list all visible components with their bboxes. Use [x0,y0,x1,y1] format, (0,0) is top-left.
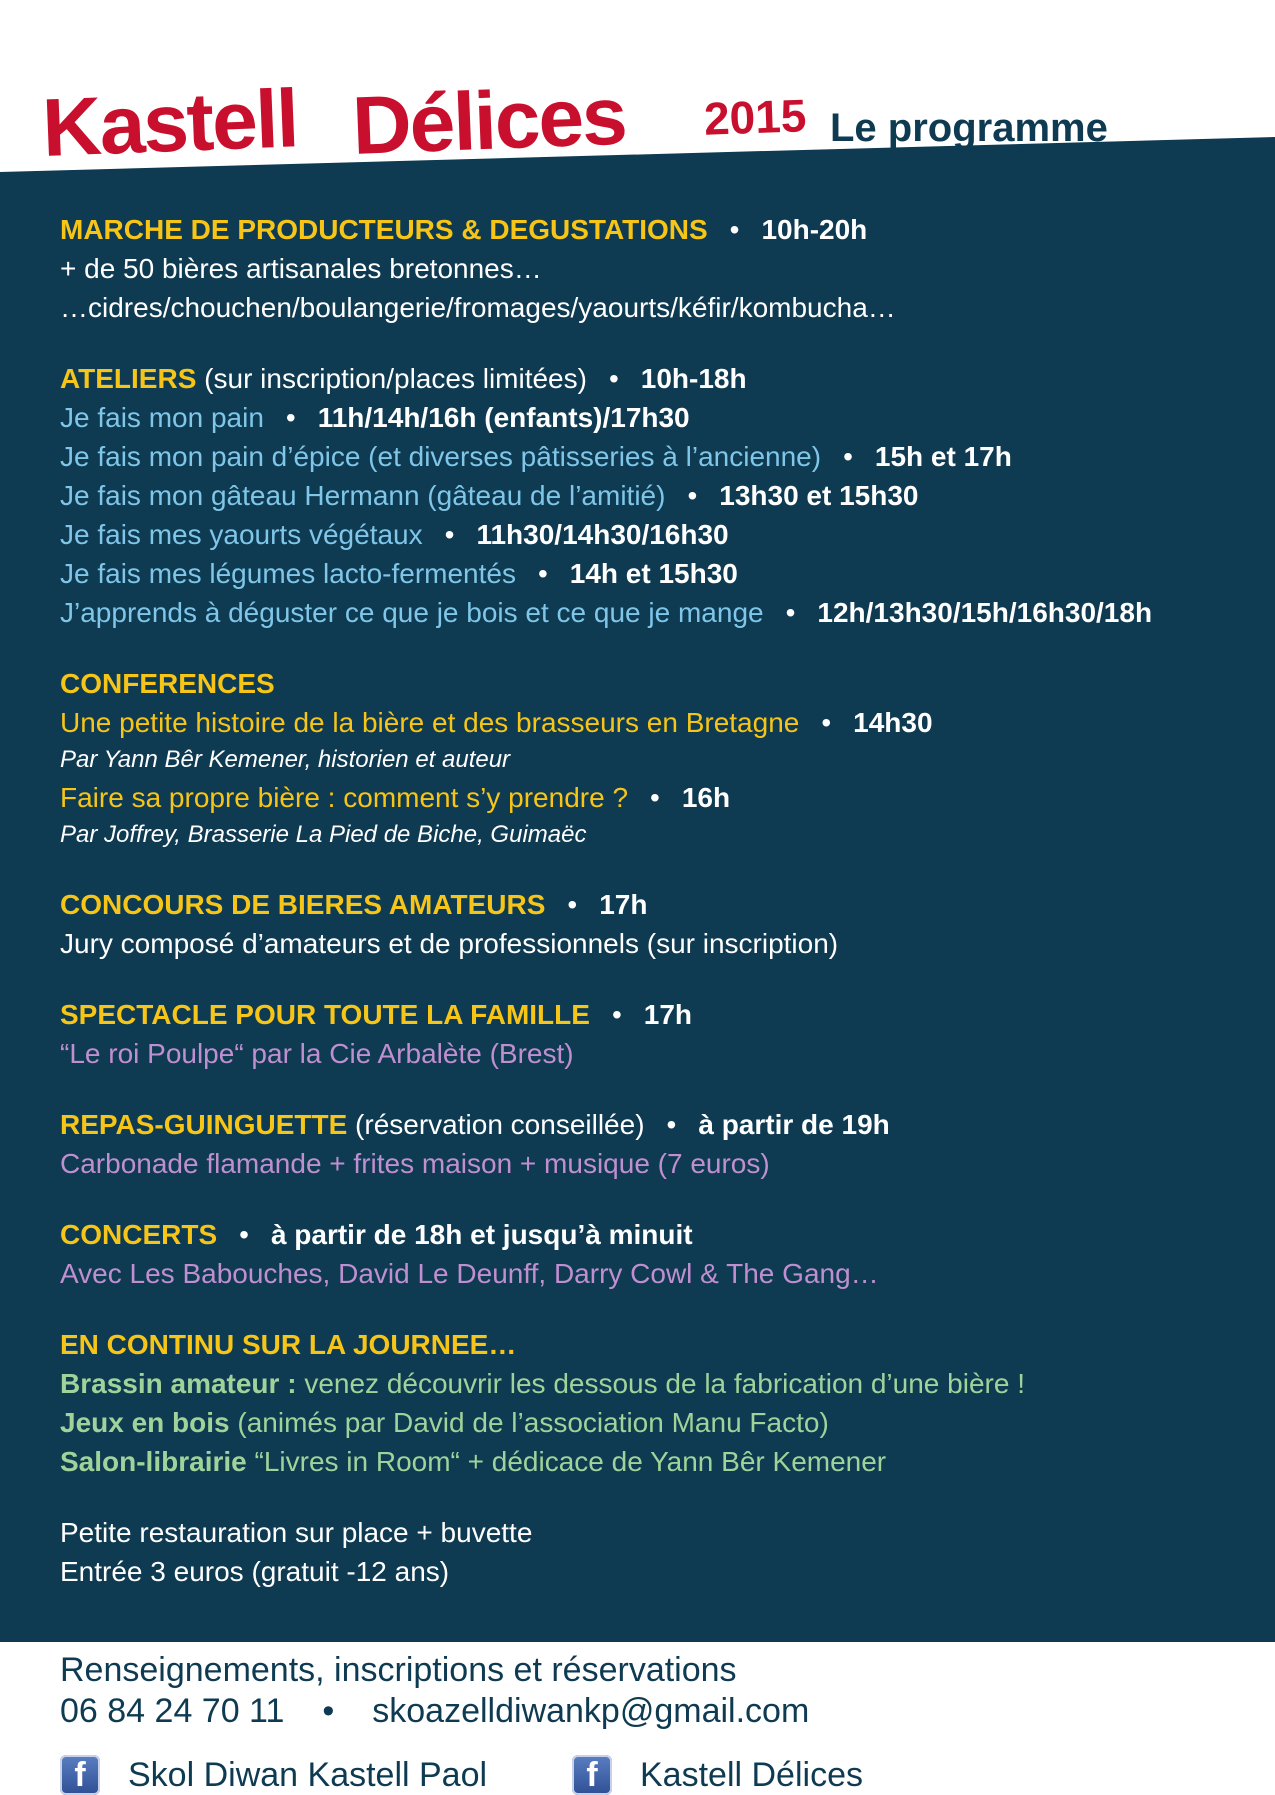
facebook-icon: f [60,1755,100,1795]
bullet: • [567,889,578,920]
info-line: Petite restauration sur place + buvette [60,1517,533,1548]
brand-word-delices: Délices [350,70,628,172]
section-line: “Le roi Poulpe“ par la Cie Arbalète (Brest) [60,1038,574,1069]
facebook-link-skol-diwan[interactable] [60,1755,487,1795]
section-ateliers [60,359,1240,632]
section-title: CONCERTS [60,1219,218,1250]
page-subtitle: Le programme [830,106,1108,150]
section-line: + de 50 bières artisanales bretonnes… [60,253,542,284]
contact-title: Renseignements, inscriptions et réservations [60,1651,737,1689]
facebook-link-kastell-delices[interactable] [572,1755,863,1795]
list-item: Jeux en bois (animés par David de l’association Manu Facto) [60,1407,829,1438]
section-title: CONCOURS DE BIERES AMATEURS [60,889,546,920]
section-title: MARCHE DE PRODUCTEURS & DEGUSTATIONS [60,214,708,245]
section-infos [60,1513,1240,1591]
section-line: Avec Les Babouches, David Le Deunff, Darry Cowl & The Gang… [60,1258,879,1289]
section-concerts [60,1215,1240,1293]
section-spectacle [60,995,1240,1073]
section-time: 17h [599,889,648,920]
section-title: ATELIERS [60,363,197,394]
list-item: Je fais mon pain • 11h/14h/16h (enfants)/17h30 [60,402,690,433]
bullet: • [322,1692,335,1730]
section-title: CONFERENCES [60,668,275,699]
brand-logo [40,60,864,174]
brand-word-kastell: Kastell [40,73,299,174]
phone-number: 06 84 24 70 11 [60,1692,285,1730]
section-time: 10h-18h [640,363,747,394]
bullet: • [611,999,622,1030]
section-continu [60,1325,1240,1481]
section-time: à partir de 19h [698,1109,890,1140]
list-item: Je fais mes légumes lacto-fermentés • 14h et 15h30 [60,558,738,589]
list-item: Je fais mes yaourts végétaux • 11h30/14h30/16h30 [60,519,729,550]
bullet: • [239,1219,249,1250]
speaker-credit: Par Yann Bêr Kemener, historien et auteur [60,746,511,773]
bullet: • [729,214,740,245]
list-item: Faire sa propre bière : comment s’y prendre ? • 16h [60,782,731,813]
section-marche [60,210,1240,327]
section-line: Jury composé d’amateurs et de professionnels (sur inscription) [60,928,839,959]
section-time: 10h-20h [761,214,868,245]
bullet: • [608,363,619,394]
section-time: à partir de 18h et jusqu’à minuit [270,1219,693,1250]
section-repas [60,1105,1240,1183]
list-item: Je fais mon pain d’épice (et diverses pâtisseries à l’ancienne) • 15h et 17h [60,441,1012,472]
section-time: 17h [643,999,692,1030]
list-item: Brassin amateur : venez découvrir les dessous de la fabrication d’une bière ! [60,1368,1025,1399]
section-title: EN CONTINU SUR LA JOURNEE… [60,1329,517,1360]
program-content [60,210,1240,1623]
section-concours [60,885,1240,963]
section-line: Carbonade flamande + frites maison + musique (7 euros) [60,1148,770,1179]
contact-line [60,1691,1240,1732]
section-title: REPAS-GUINGUETTE [60,1109,348,1140]
speaker-credit: Par Joffrey, Brasserie La Pied de Biche, Guimaëc [60,821,587,848]
section-title: SPECTACLE POUR TOUTE LA FAMILLE [60,999,590,1030]
list-item: Je fais mon gâteau Hermann (gâteau de l’amitié) • 13h30 et 15h30 [60,480,919,511]
facebook-page-name: Kastell Délices [640,1755,863,1794]
brand-year: 2015 [703,89,808,145]
section-note: (réservation conseillée) [347,1109,645,1140]
facebook-page-name: Skol Diwan Kastell Paol [128,1755,488,1794]
email-link[interactable]: skoazelldiwankp@gmail.com [372,1692,810,1730]
info-line: Entrée 3 euros (gratuit -12 ans) [60,1556,450,1587]
section-conferences [60,664,1240,853]
list-item: Salon-librairie “Livres in Room“ + dédicace de Yann Bêr Kemener [60,1446,887,1477]
list-item: J’apprends à déguster ce que je bois et ce que je mange • 12h/13h30/15h/16h30/18h [60,597,1153,628]
facebook-icon: f [572,1755,612,1795]
section-line: …cidres/chouchen/boulangerie/fromages/yaourts/kéfir/kombucha… [60,292,896,323]
bullet: • [666,1109,677,1140]
list-item: Une petite histoire de la bière et des brasseurs en Bretagne • 14h30 [60,707,933,738]
section-note: (sur inscription/places limitées) [196,363,587,394]
footer-contact [60,1650,1240,1732]
